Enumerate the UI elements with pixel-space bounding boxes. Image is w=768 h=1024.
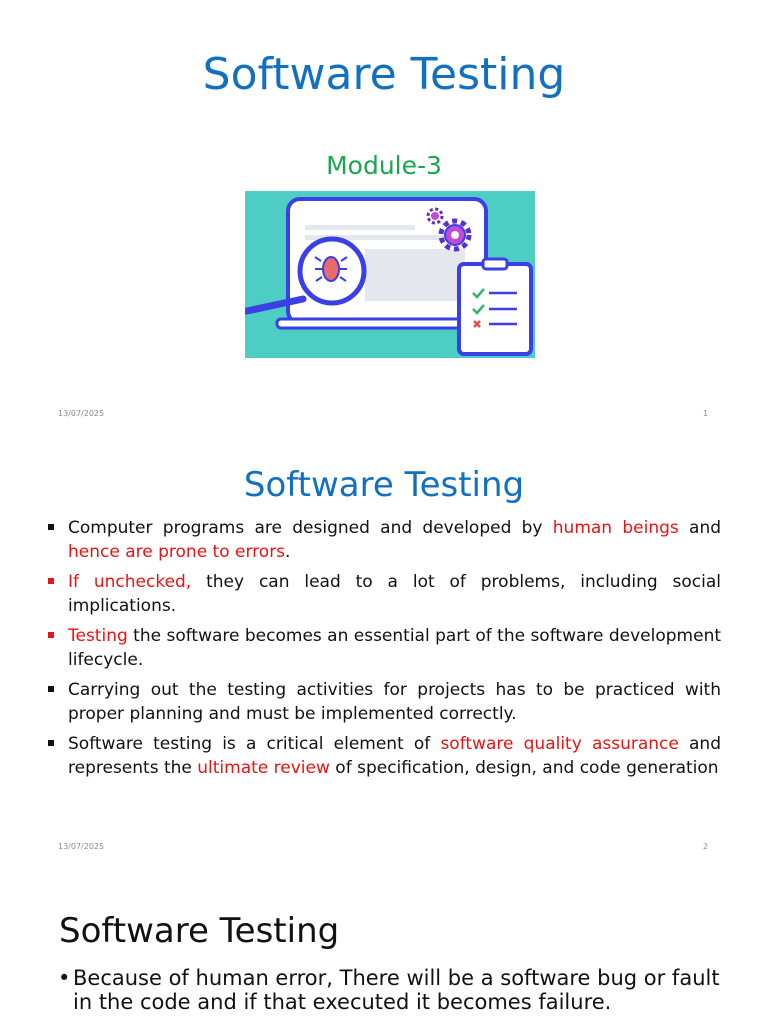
bullet-highlight: If unchecked, (68, 572, 192, 592)
bullet-item (48, 571, 721, 618)
bullet-text: and represents the (68, 734, 721, 778)
bullet-marker (48, 740, 54, 746)
bullet-highlight: ultimate review (197, 757, 330, 778)
bullet-item (48, 625, 721, 672)
bullet-text: . (285, 541, 291, 562)
software-testing-illustration (245, 191, 535, 358)
bullet-item (48, 517, 721, 564)
bullet-marker (48, 632, 54, 638)
slide-2-number: 2 (703, 842, 709, 851)
bullet-marker: • (58, 966, 71, 990)
bullet-highlight: human beings (552, 518, 679, 538)
bullet-marker (48, 524, 54, 530)
slide-2-date: 13/07/2025 (58, 842, 105, 851)
bullet-highlight: Testing (68, 626, 128, 646)
slide-3 (0, 866, 768, 1024)
slide-1 (0, 0, 768, 433)
bullet-marker (48, 578, 54, 584)
checklist-icon (459, 259, 531, 354)
slide-2 (0, 433, 768, 866)
slide-1-subtitle: Module-3 (326, 151, 442, 180)
bullet-item (48, 679, 721, 726)
bullet-highlight: hence are prone to errors (68, 541, 286, 562)
slide-1-number: 1 (703, 409, 709, 418)
slide-3-title: Software Testing (59, 911, 340, 951)
bullet-text: of specification, design, and code generation (329, 757, 719, 778)
bullet-text: Carrying out the testing activities for projects has to be practiced with proper planning and must be implemented correctly. (68, 680, 721, 724)
slide-2-title: Software Testing (243, 465, 525, 505)
bullet-marker (48, 686, 54, 692)
slide-1-date: 13/07/2025 (58, 409, 105, 418)
bullet-highlight: software quality assurance (440, 734, 679, 754)
slide-2-bullet-list (48, 517, 721, 787)
slide-3-bullet (58, 966, 738, 1014)
bullet-text: Computer programs are designed and developed by (68, 518, 553, 538)
bullet-text: Because of human error, There will be a software bug or fault in the code and if that executed it becomes failure. (73, 966, 720, 1014)
bullet-text: the software becomes an essential part of the software development lifecycle. (68, 626, 722, 670)
slide-1-title: Software Testing (202, 49, 566, 100)
bullet-text: Software testing is a critical element of (68, 734, 441, 754)
bullet-text: and (678, 518, 722, 538)
bullet-item (48, 733, 721, 780)
bullet-text: they can lead to a lot of problems, including social implications. (68, 572, 722, 616)
